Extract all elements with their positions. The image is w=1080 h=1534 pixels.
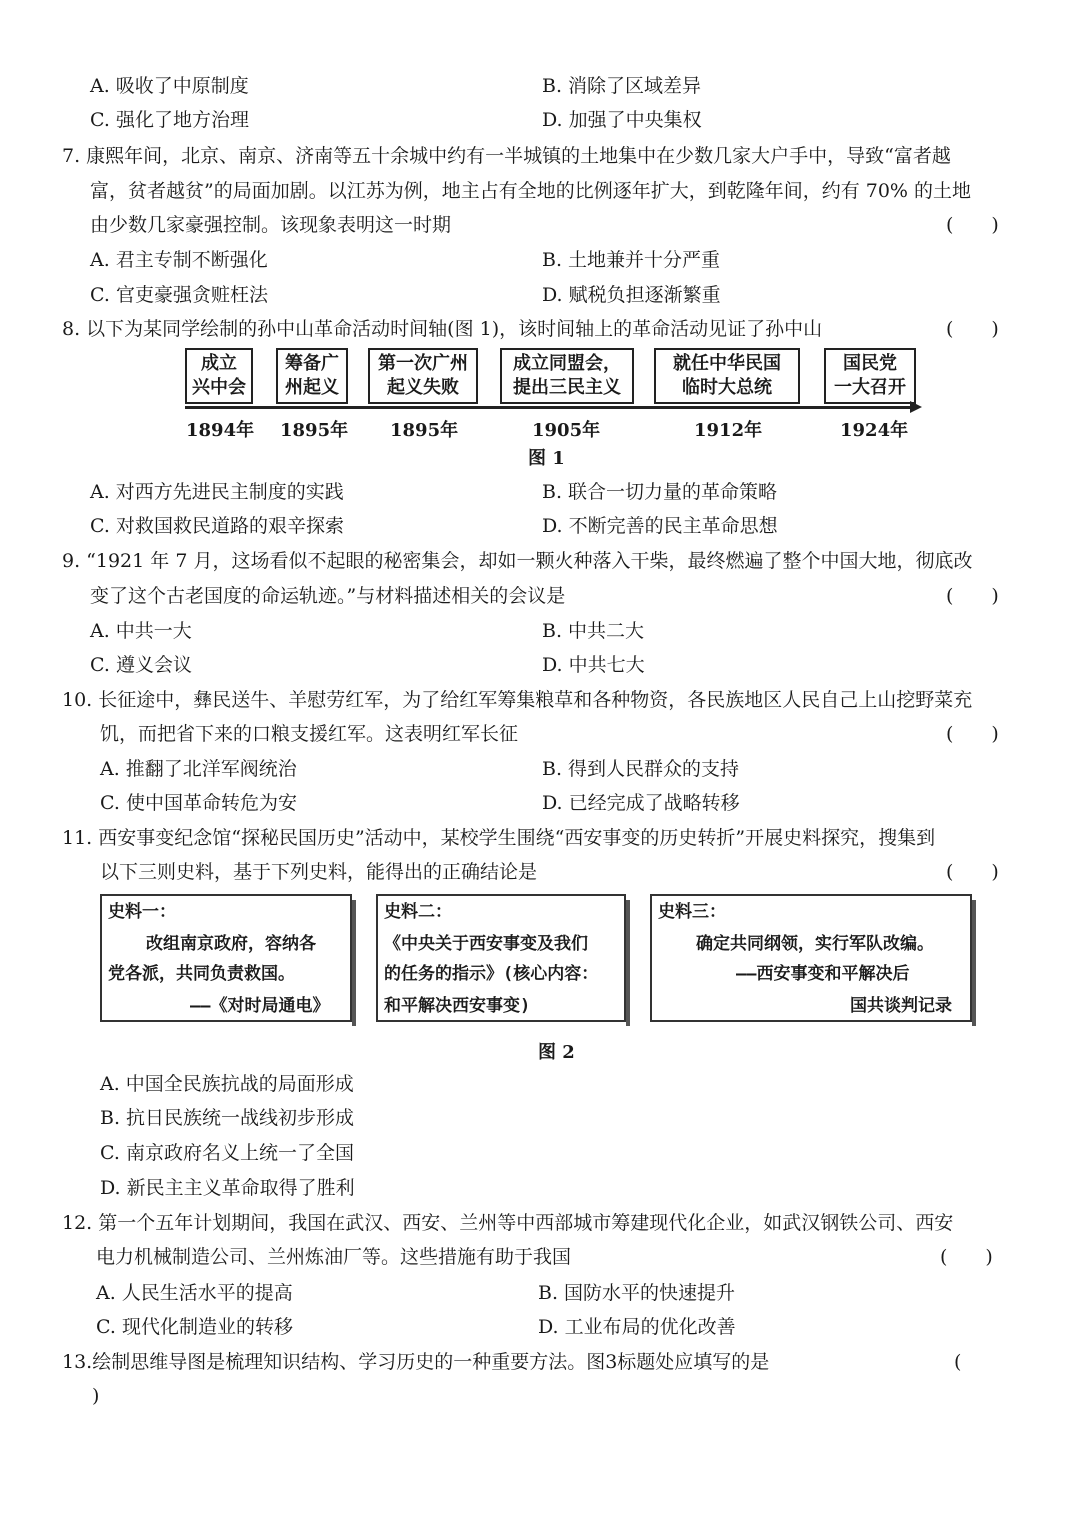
timeline-event-box — [824, 348, 916, 404]
q11-option-b: B. 抗日民族统一战线初步形成 — [100, 1107, 355, 1129]
q11-option-d: D. 新民主主义革命取得了胜利 — [100, 1177, 355, 1199]
q13-answer-paren-open: ( — [954, 1351, 962, 1373]
q12-option-c: C. 现代化制造业的转移 — [96, 1316, 293, 1338]
q10-stem-line-1: 10. 长征途中，彝民送牛、羊慰劳红军，为了给红军筹集粮草和各种物资，各民族地区人民自己上山挖野菜充 — [62, 689, 973, 711]
q7-option-c: C. 官吏豪强贪赃枉法 — [90, 284, 268, 306]
source-3-attribution-2: 国共谈判记录 — [850, 996, 952, 1016]
q7-stem-line-2: 富，贫者越贫”的局面加剧。以江苏为例，地主占有全地的比例逐年扩大，到乾隆年间，约有 70% 的土地 — [90, 180, 972, 202]
q10-option-a: A. 推翻了北洋军阀统治 — [100, 758, 297, 780]
figure-2-caption: 图 2 — [538, 1042, 575, 1063]
q6-option-c: C. 强化了地方治理 — [90, 109, 249, 131]
timeline-event-box — [185, 348, 253, 404]
q12-option-b: B. 国防水平的快速提升 — [538, 1282, 736, 1304]
q9-option-d: D. 中共七大 — [542, 654, 645, 676]
timeline-event-line1: 筹备广 — [285, 353, 339, 374]
q11-answer-paren: ( ) — [946, 861, 999, 883]
source-3-title: 史料三： — [658, 902, 726, 922]
q9-option-c: C. 遵义会议 — [90, 654, 192, 676]
source-1-line-1: 改组南京政府，容纳各 — [146, 934, 316, 954]
source-2-line-3: 和平解决西安事变) — [384, 996, 531, 1016]
source-3-line-1: 确定共同纲领，实行军队改编。 — [696, 934, 934, 954]
q7-answer-paren: ( ) — [946, 214, 999, 236]
timeline-axis — [185, 406, 912, 409]
q8-option-b: B. 联合一切力量的革命策略 — [542, 481, 778, 503]
figure-1-caption: 图 1 — [528, 448, 565, 469]
q11-stem-line-2: 以下三则史料，基于下列史料，能得出的正确结论是 — [100, 861, 538, 883]
q9-stem-line-1: 9. “1921 年 7 月，这场看似不起眼的秘密集会，却如一颗火种落入干柴，最终燃遍了整个中国大地，彻底改 — [62, 550, 973, 572]
timeline-event-line2: 兴中会 — [192, 377, 246, 398]
q13-answer-paren-close: ) — [92, 1385, 100, 1407]
timeline-year: 1895年 — [390, 420, 459, 441]
source-1-title: 史料一： — [108, 902, 176, 922]
q12-stem-line-2: 电力机械制造公司、兰州炼油厂等。这些措施有助于我国 — [96, 1246, 572, 1268]
timeline-event-line1: 成立 — [201, 353, 237, 374]
q10-option-b: B. 得到人民群众的支持 — [542, 758, 740, 780]
q8-option-c: C. 对救国救民道路的艰辛探索 — [90, 515, 344, 537]
timeline-event-box — [500, 348, 634, 404]
timeline-event-line1: 就任中华民国 — [673, 353, 781, 374]
timeline-event-line1: 国民党 — [843, 353, 897, 374]
timeline-event-box — [368, 348, 478, 404]
timeline-event-line2: 一大召开 — [834, 377, 906, 398]
timeline-event-box — [654, 348, 800, 404]
timeline-event-line2: 提出三民主义 — [513, 377, 621, 398]
timeline-event-line2: 州起义 — [285, 377, 339, 398]
q10-option-d: D. 已经完成了战略转移 — [542, 792, 740, 814]
q12-answer-paren: ( ) — [940, 1246, 993, 1268]
source-1-attribution: ——《对时局通电》 — [190, 996, 330, 1016]
q11-stem-line-1: 11. 西安事变纪念馆“探秘民国历史”活动中，某校学生围绕“西安事变的历史转折”开展史料探究，搜集到 — [62, 827, 936, 849]
timeline-year: 1894年 — [186, 420, 255, 441]
q7-stem-line-1: 7. 康熙年间，北京、南京、济南等五十余城中约有一半城镇的土地集中在少数几家大户手中，导致“富者越 — [62, 145, 951, 167]
source-2-line-2: 的任务的指示》(核心内容： — [384, 964, 599, 984]
q12-option-a: A. 人民生活水平的提高 — [96, 1282, 293, 1304]
source-box-1 — [100, 894, 352, 1022]
q12-option-d: D. 工业布局的优化改善 — [538, 1316, 736, 1338]
q8-stem-line-1: 8. 以下为某同学绘制的孙中山革命活动时间轴(图 1)，该时间轴上的革命活动见证了孙中山 — [62, 318, 823, 340]
q8-option-d: D. 不断完善的民主革命思想 — [542, 515, 778, 537]
q6-option-d: D. 加强了中央集权 — [542, 109, 702, 131]
timeline-year: 1912年 — [694, 420, 763, 441]
timeline-year: 1924年 — [840, 420, 909, 441]
q10-answer-paren: ( ) — [946, 723, 999, 745]
q7-option-d: D. 赋税负担逐渐繁重 — [542, 284, 721, 306]
timeline-year: 1905年 — [532, 420, 601, 441]
source-2-title: 史料二： — [384, 902, 452, 922]
q9-answer-paren: ( ) — [946, 585, 999, 607]
timeline-event-line1: 成立同盟会， — [513, 353, 621, 374]
source-box-2 — [376, 894, 626, 1022]
source-box-3 — [650, 894, 972, 1022]
q11-option-c: C. 南京政府名义上统一了全国 — [100, 1142, 354, 1164]
timeline-event-box — [276, 348, 348, 404]
source-2-line-1: 《中央关于西安事变及我们 — [384, 934, 588, 954]
q7-option-b: B. 土地兼并十分严重 — [542, 249, 721, 271]
timeline-event-line1: 第一次广州 — [378, 353, 468, 374]
timeline-arrowhead — [910, 401, 922, 413]
timeline-event-line2: 起义失败 — [387, 377, 459, 398]
q12-stem-line-1: 12. 第一个五年计划期间，我国在武汉、西安、兰州等中西部城市筹建现代化企业，如武汉钢铁公司、西安 — [62, 1212, 954, 1234]
q6-option-a: A. 吸收了中原制度 — [90, 75, 249, 97]
q9-option-a: A. 中共一大 — [90, 620, 192, 642]
q6-option-b: B. 消除了区域差异 — [542, 75, 702, 97]
timeline-event-line2: 临时大总统 — [682, 377, 772, 398]
q9-option-b: B. 中共二大 — [542, 620, 645, 642]
q8-answer-paren: ( ) — [946, 318, 999, 340]
source-3-attribution: ——西安事变和平解决后 — [736, 964, 910, 984]
q9-stem-line-2: 变了这个古老国度的命运轨迹。”与材料描述相关的会议是 — [90, 585, 566, 607]
q8-option-a: A. 对西方先进民主制度的实践 — [90, 481, 344, 503]
timeline-year: 1895年 — [280, 420, 349, 441]
q10-stem-line-2: 饥，而把省下来的口粮支援红军。这表明红军长征 — [100, 723, 519, 745]
source-1-line-2: 党各派，共同负责救国。 — [108, 964, 295, 984]
q7-stem-line-3: 由少数几家豪强控制。该现象表明这一时期 — [90, 214, 452, 236]
q7-option-a: A. 君主专制不断强化 — [90, 249, 268, 271]
q10-option-c: C. 使中国革命转危为安 — [100, 792, 297, 814]
q13-stem-line-1: 13.绘制思维导图是梳理知识结构、学习历史的一种重要方法。图3标题处应填写的是 — [62, 1351, 770, 1373]
q11-option-a: A. 中国全民族抗战的局面形成 — [100, 1073, 354, 1095]
